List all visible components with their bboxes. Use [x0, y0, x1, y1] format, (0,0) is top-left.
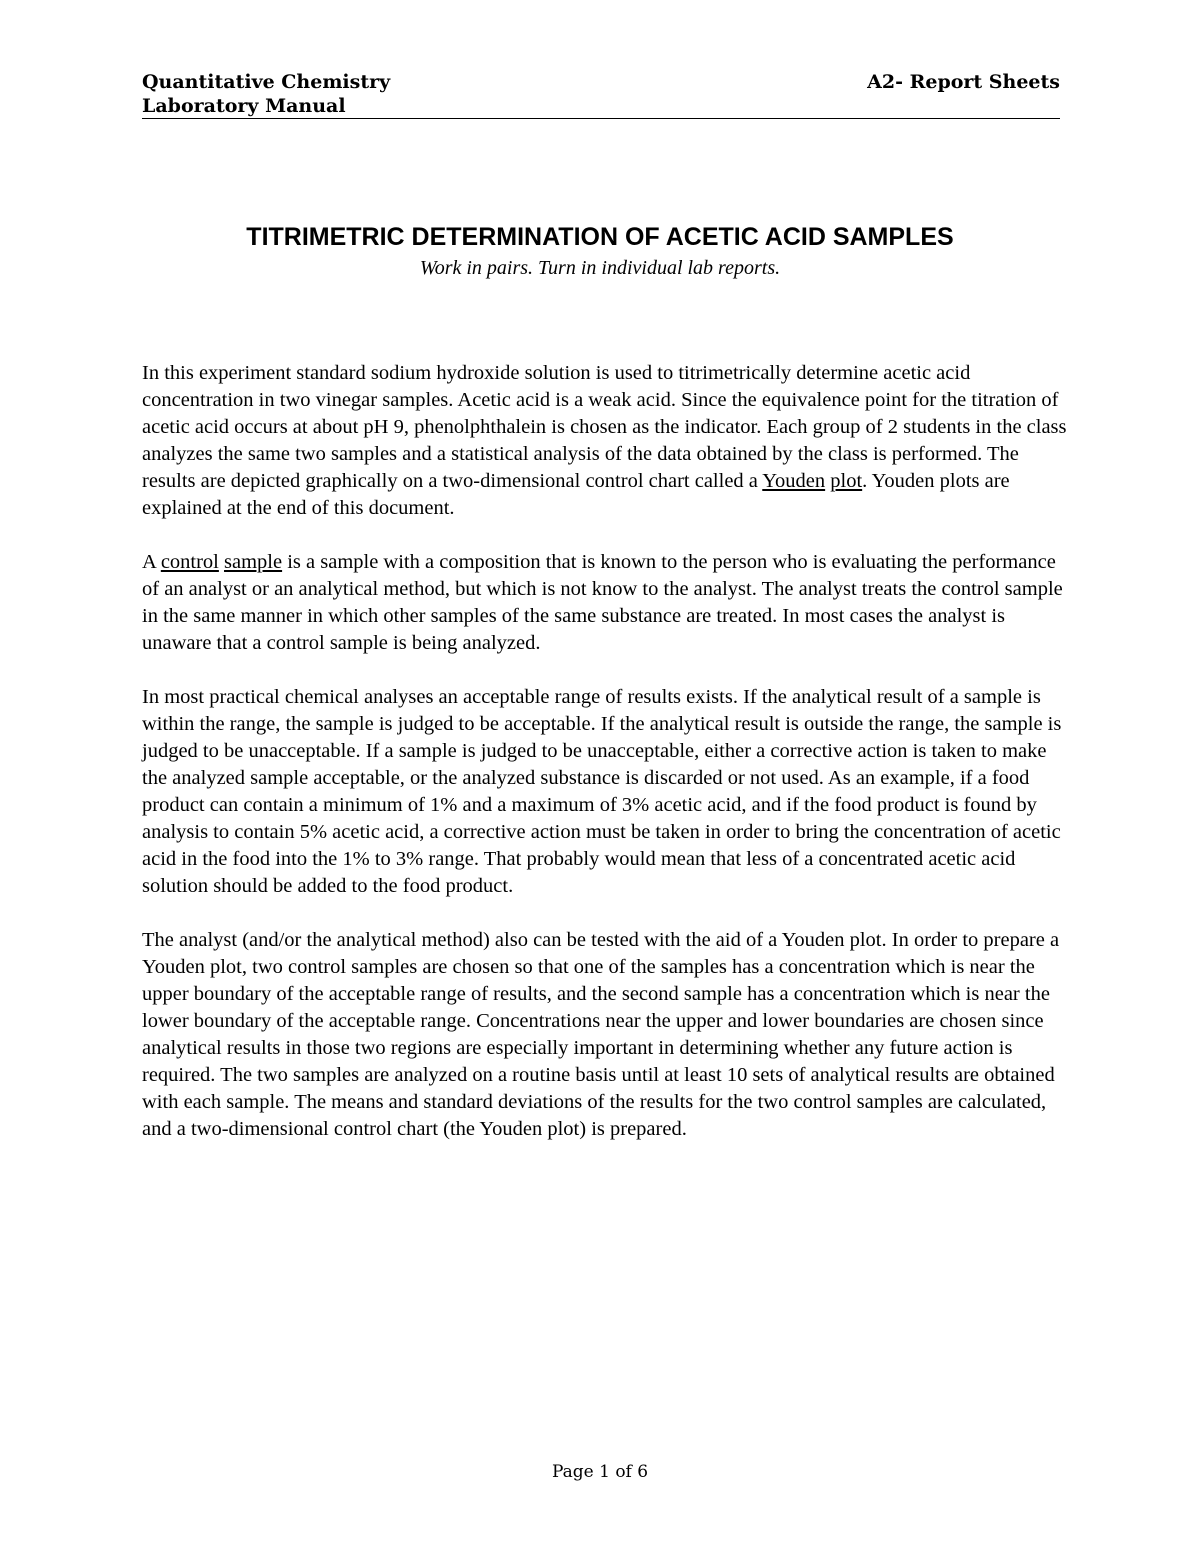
document-title: TITRIMETRIC DETERMINATION OF ACETIC ACID SAMPLES — [246, 223, 954, 251]
header-manual-title: Laboratory Manual — [142, 95, 346, 117]
page-header — [142, 70, 1060, 119]
underlined-term: control — [160, 551, 219, 573]
header-section-label: A2- Report Sheets — [867, 71, 1060, 93]
paragraph-acceptable-range: In most practical chemical analyses an acceptable range of results exists. If the analytical result of a sample is within the range, the sample is judged to be acceptable. If the analytical result is outside the range, the sample is judged to be unacceptable. If a sample is judged to be unacceptable, either a corrective action is taken to make the analyzed sample acceptable, or the analyzed substance is discarded or not used. As an example, if a food product can contain a minimum of 1% and a maximum of 3% acetic acid, and if the food product is found by analysis to contain 5% acetic acid, a corrective action must be taken in order to bring the concentration of acetic acid in the food into the 1% to 3% range. That probably would mean that less of a concentrated acetic acid solution should be added to the food product. — [142, 686, 1062, 897]
underlined-term: Youden — [762, 470, 826, 492]
document-body — [142, 360, 1067, 1170]
header-course-title: Quantitative Chemistry — [142, 71, 391, 93]
document-subtitle: Work in pairs. Turn in individual lab reports. — [419, 257, 781, 279]
paragraph-control-sample: A control sample is a sample with a composition that is known to the person who is evaluating the performance of an analyst or an analytical method, but which is not know to the analyst. The analyst treats the control sample in the same manner in which other samples of the same substance are treated. In most cases the analyst is unaware that a control sample is being analyzed. — [142, 551, 1063, 654]
paragraph-youden-plot: The analyst (and/or the analytical method) also can be tested with the aid of a Youden plot. In order to prepare a Youden plot, two control samples are chosen so that one of the samples has a concentration which is near the upper boundary of the acceptable range of results, and the second sample has a concentration which is near the lower boundary of the acceptable range. Concentrations near the upper and lower boundaries are chosen since analytical results in those two regions are especially important in determining whether any future action is required. The two samples are analyzed on a routine basis until at least 10 sets of analytical results are obtained with each sample. The means and standard deviations of the results for the two control samples are calculated, and a two-dimensional control chart (the Youden plot) is prepared. — [142, 929, 1060, 1140]
page-number: Page 1 of 6 — [551, 1462, 649, 1482]
underlined-term: plot — [830, 470, 863, 492]
underlined-term: sample — [224, 551, 283, 573]
paragraph-intro: In this experiment standard sodium hydroxide solution is used to titrimetrically determine acetic acid concentration in two vinegar samples. Acetic acid is a weak acid. Since the equivalence point for the titration of acetic acid occurs at about pH 9, phenolphthalein is chosen as the indicator. Each group of 2 students in the class analyzes the same two samples and a statistical analysis of the data obtained by the class is performed. The results are depicted graphically on a two-dimensional control chart called a Youden plot. Youden plots are explained at the end of this document. — [142, 362, 1067, 519]
